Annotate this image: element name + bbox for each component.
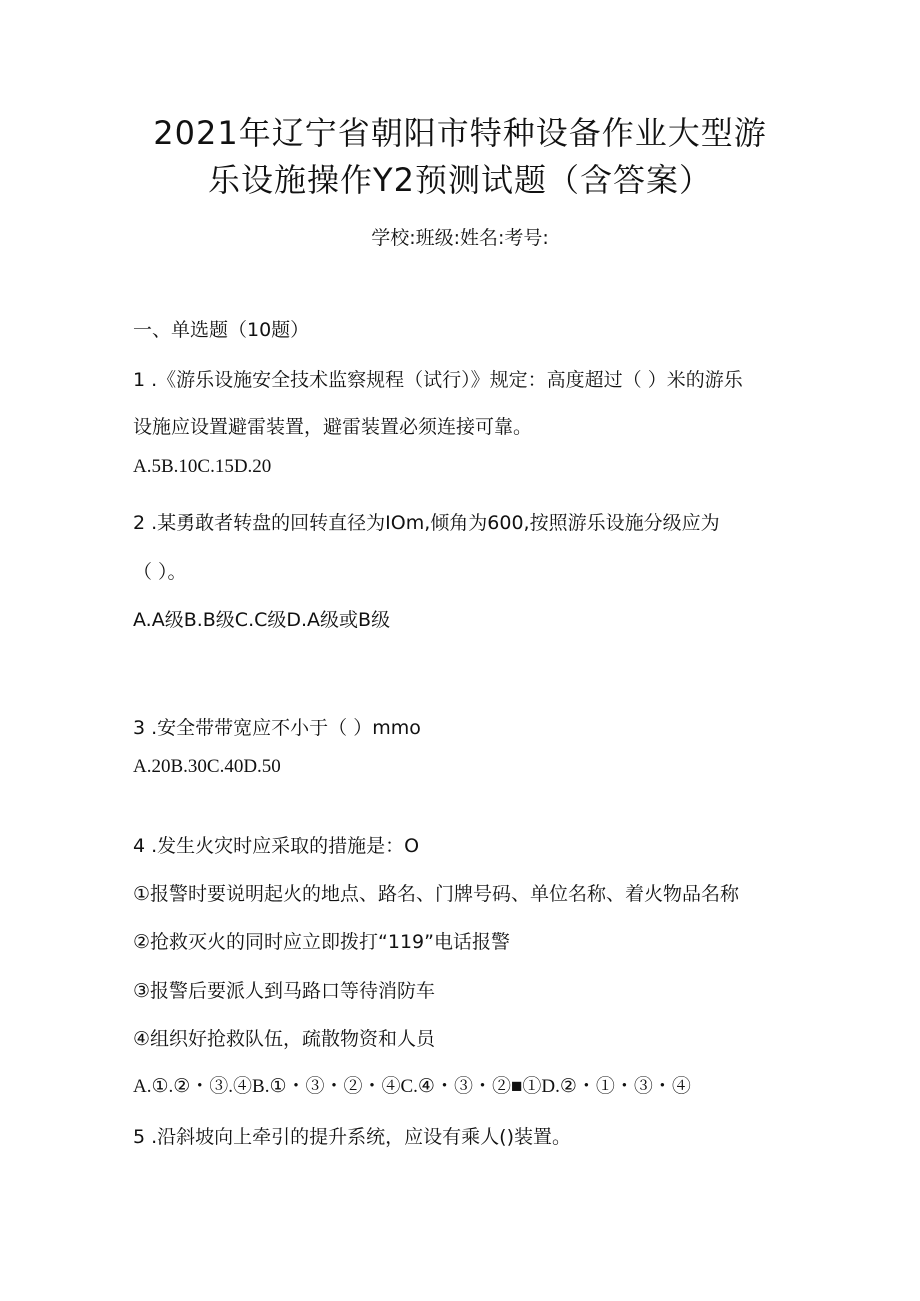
question-2-options: A.A级B.B级C.C级D.A级或B级 (133, 609, 391, 631)
question-3-options: A.20B.30C.40D.50 (133, 756, 281, 777)
question-4-item-1: ①报警时要说明起火的地点、路名、门牌号码、单位名称、着火物品名称 (133, 883, 740, 905)
question-4-item-4: ④组织好抢救队伍，疏散物资和人员 (133, 1028, 436, 1050)
question-2-line-1: 2 .某勇敢者转盘的回转直径为IOm,倾角为600,按照游乐设施分级应为 (133, 512, 720, 534)
question-4-item-2: ②抢救灭火的同时应立即拨打“119”电话报警 (133, 931, 510, 953)
question-1-line-1: 1 .《游乐设施安全技术监察规程（试行）》规定：高度超过（ ）米的游乐 (133, 369, 743, 391)
question-1-options: A.5B.10C.15D.20 (133, 456, 272, 477)
document-title-line-2: 乐设施操作Y2预测试题（含答案） (208, 161, 712, 199)
question-4-line-1: 4 .发生火灾时应采取的措施是：O (133, 835, 420, 857)
question-5-line-1: 5 .沿斜坡向上牵引的提升系统，应设有乘人()装置。 (133, 1126, 571, 1148)
document-title-line-1: 2021年辽宁省朝阳市特种设备作业大型游 (153, 114, 767, 152)
section-heading: 一、单选题（10题） (133, 319, 310, 341)
student-info-line: 学校:班级:姓名:考号: (371, 227, 549, 249)
question-2-line-2: （ ）。 (133, 561, 187, 583)
question-3-line-1: 3 .安全带带宽应不小于（ ）mmo (133, 717, 421, 739)
question-1-line-2: 设施应设置避雷装置，避雷装置必须连接可靠。 (133, 416, 533, 438)
question-4-options: A.①.②・③.④B.①・③・②・④C.④・③・②■①D.②・①・③・④ (133, 1076, 691, 1097)
question-4-item-3: ③报警后要派人到马路口等待消防车 (133, 980, 436, 1002)
